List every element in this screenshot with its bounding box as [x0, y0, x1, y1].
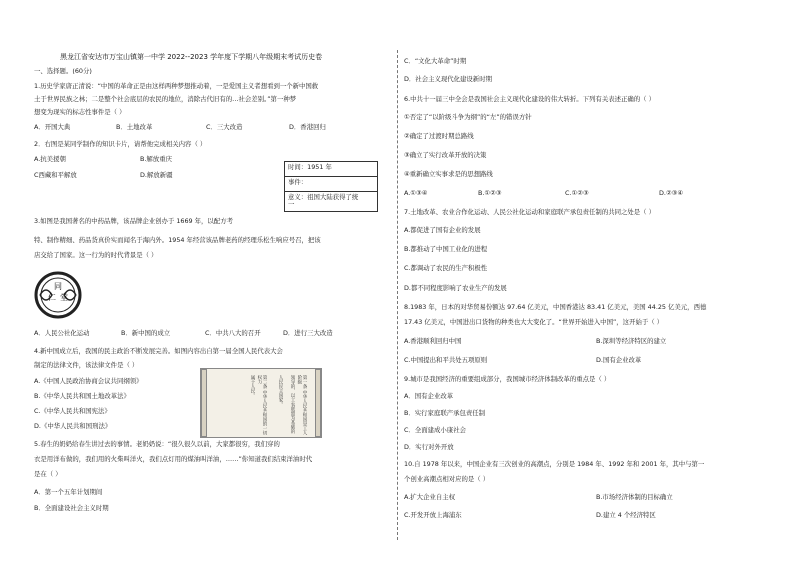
q9-option-a[interactable]: A．国有企业改革: [404, 392, 454, 400]
q2-option-a[interactable]: A.抗美援朝: [34, 155, 66, 163]
q4-option-d[interactable]: D.《中华人民共和国刑法》: [34, 422, 112, 430]
q9-option-b[interactable]: B．实行家庭联产承包责任制: [404, 409, 486, 417]
q9-option-c[interactable]: C．全面建成小康社会: [404, 426, 466, 434]
q3-option-c[interactable]: C．中共八大的召开: [205, 329, 261, 337]
q3-stem-line2: 特、制作精细、药品货真价实而闻名于海内外。1954 年经营该品牌老药的经理乐松生响应号召，把该: [34, 236, 321, 244]
q7-option-a[interactable]: A.都促进了国有企业的发展: [404, 226, 481, 234]
q6-item-4: ④重新确立实事求是的思想路线: [404, 170, 493, 178]
q6-stem: 6.中共十一届三中全会是我国社会主义现代化建设的伟大转折。下列有关表述正确的（ ）: [404, 95, 655, 103]
q6-item-2: ②确定了过渡时期总路线: [404, 132, 474, 140]
q5-option-c[interactable]: C．“文化大革命”时期: [404, 57, 467, 65]
constitution-scroll-image: [200, 368, 322, 438]
q2-stem: 2．右图是某同学制作的知识卡片，请帮他完成相关内容（ ）: [34, 140, 207, 148]
q3-stem-line1: 3.如图是我国著名的中药品牌，该品牌企业创办于 1669 年，以配方考: [34, 217, 233, 225]
q2-option-c[interactable]: C西藏和平解放: [34, 171, 77, 179]
q5-option-b[interactable]: B．全面建设社会主义时期: [34, 504, 109, 512]
q1-stem-line2: 土于世界民族之林；二是整个社会底层的农民的地位，消除古代旧有的…社会差别。”第一种梦: [34, 95, 297, 103]
scroll-text-4: 第二条 中华人民共和国的一切权力: [256, 375, 267, 435]
q3-option-d[interactable]: D．进行三大改造: [283, 329, 333, 337]
q10-option-a[interactable]: A.扩大企业自主权: [404, 493, 456, 501]
scroll-right-rod: [315, 369, 321, 437]
q1-option-a[interactable]: A．开国大典: [34, 123, 71, 131]
q7-option-c[interactable]: C.都调动了农民的生产积极性: [404, 264, 488, 272]
svg-text:仁: 仁: [48, 293, 56, 302]
q8-stem-line1: 8.1983 年，日本的对华贸易份额达 97.64 亿美元，中国香港达 83.41 亿美元，美国 44.25 亿美元，西德: [404, 303, 707, 311]
exam-title: 黑龙江省安达市万宝山镇第一中学 2022--2023 学年度下学期八年级期末考试历史卷: [60, 53, 323, 61]
card-time: 时间：1951 年: [288, 163, 332, 171]
q1-option-b[interactable]: B．土地改革: [116, 123, 153, 131]
q2-option-d[interactable]: D.解放新疆: [140, 171, 173, 179]
q6-item-1: ①否定了“以阶级斗争为纲”的“左”的错误方针: [404, 113, 532, 121]
q4-stem-line2: 制定的法律文件，该法律文件是（ ）: [34, 361, 139, 369]
q1-option-c[interactable]: C．三大改造: [206, 123, 243, 131]
q10-option-b[interactable]: B.市场经济体制的目标确立: [596, 493, 673, 501]
scroll-text-1: 第一条 中华人民共和国是工人阶级: [296, 375, 307, 435]
q8-option-a[interactable]: A.香港顺利回归中国: [404, 337, 462, 345]
q1-option-d[interactable]: D．香港回归: [289, 123, 326, 131]
q6-item-3: ③确立了实行改革开放的决策: [404, 151, 487, 159]
q8-option-d[interactable]: D.国有企业改革: [596, 356, 642, 364]
q5-option-a[interactable]: A．第一个五年计划期间: [34, 488, 103, 496]
column-divider: [397, 50, 398, 540]
scroll-text-3: 人民民主国家。: [278, 375, 283, 407]
q3-option-b[interactable]: B．新中国的成立: [121, 329, 171, 337]
q6-option-c[interactable]: C.①②③: [565, 189, 589, 197]
q7-option-b[interactable]: B.都推动了中国工业化的进程: [404, 245, 488, 253]
q5-option-d[interactable]: D．社会主义现代化建设新时期: [404, 75, 492, 83]
scroll-text-5: 属于人民。: [250, 375, 255, 398]
q6-option-b[interactable]: B.①②③: [478, 189, 502, 197]
svg-text:同: 同: [54, 282, 62, 291]
knowledge-card: [284, 161, 378, 212]
q4-option-b[interactable]: B.《中华人民共和国土地改革法》: [34, 392, 130, 400]
svg-text:堂: 堂: [60, 293, 68, 302]
q10-option-c[interactable]: C.开发开放上海浦东: [404, 511, 462, 519]
tongrentang-seal-logo: [34, 271, 82, 319]
q1-stem-line1: 1.历史学家唐正清说：“中国的革命正是由这样两种梦想推动着，一是爱国主义者想看到一个新中国救: [34, 82, 319, 90]
q10-option-d[interactable]: D.建立 4 个经济特区: [596, 511, 656, 519]
q6-option-a[interactable]: A.①③④: [404, 189, 428, 197]
q7-stem: 7.土地改革、农业合作化运动、人民公社化运动和家庭联产承包责任制的共同之处是（ ）: [404, 208, 655, 216]
q10-stem-line2: 个创业高潮点相对应的是（ ）: [404, 475, 490, 483]
section-title: 一、选择题。(60分): [34, 67, 92, 75]
card-meaning-cont: 一: [288, 200, 295, 208]
q7-option-d[interactable]: D.都不同程度影响了农业生产的发展: [404, 284, 507, 292]
scroll-left-rod: [201, 369, 207, 437]
q2-option-b[interactable]: B.解放重庆: [140, 155, 172, 163]
q10-stem-line1: 10.自 1978 年以来，中国企业有三次创业的高潮点，分别是 1984 年、1992 年和 2001 年，其中与第一: [404, 460, 705, 468]
q9-option-d[interactable]: D．实行对外开放: [404, 443, 454, 451]
q3-option-a[interactable]: A．人民公社化运动: [34, 329, 90, 337]
card-event: 事件：: [285, 176, 377, 186]
q5-stem-line2: 衣是用洋布做的，我们用的火柴叫洋火，我们点灯用的煤油叫洋油，……”你知道我们结束洋油时代: [34, 455, 313, 463]
q3-stem-line3: 店交给了国家。这一行为的时代背景是（ ）: [34, 251, 158, 259]
q4-option-c[interactable]: C.《中华人民共和国宪法》: [34, 407, 111, 415]
q4-stem-line1: 4.新中国成立后，我国的民主政治不断发展完善。如图内容出自第一届全国人民代表大会: [34, 347, 283, 355]
q1-stem-line3: 想变为现实的标志性事件是（ ）: [34, 108, 126, 116]
q8-option-c[interactable]: C.中国提出和平共处五项原则: [404, 356, 488, 364]
q5-stem-line3: 是在（ ）: [34, 470, 62, 478]
q9-stem: 9.城市是我国经济的重要组成部分，我国城市经济体制改革的重点是（ ）: [404, 375, 611, 383]
card-meaning: 意义：祖国大陆获得了统: [285, 191, 377, 201]
q6-option-d[interactable]: D.②③④: [659, 189, 684, 197]
q8-option-b[interactable]: B.深圳等经济特区的建立: [596, 337, 667, 345]
scroll-text-2: 领导的、以工农联盟为基础的: [290, 375, 295, 434]
q4-option-a[interactable]: A.《中国人民政治协商会议共同纲领》: [34, 377, 143, 385]
q5-stem-line1: 5.春生的奶奶给春生讲过去的事情。老奶奶说：“很久很久以前，大家都很穷，我们穿的: [34, 440, 280, 448]
q8-stem-line2: 17.43 亿美元，中国进出口货物的种类也大大变化了。“世界开始进入中国”，这开始于（ ）: [404, 318, 664, 326]
